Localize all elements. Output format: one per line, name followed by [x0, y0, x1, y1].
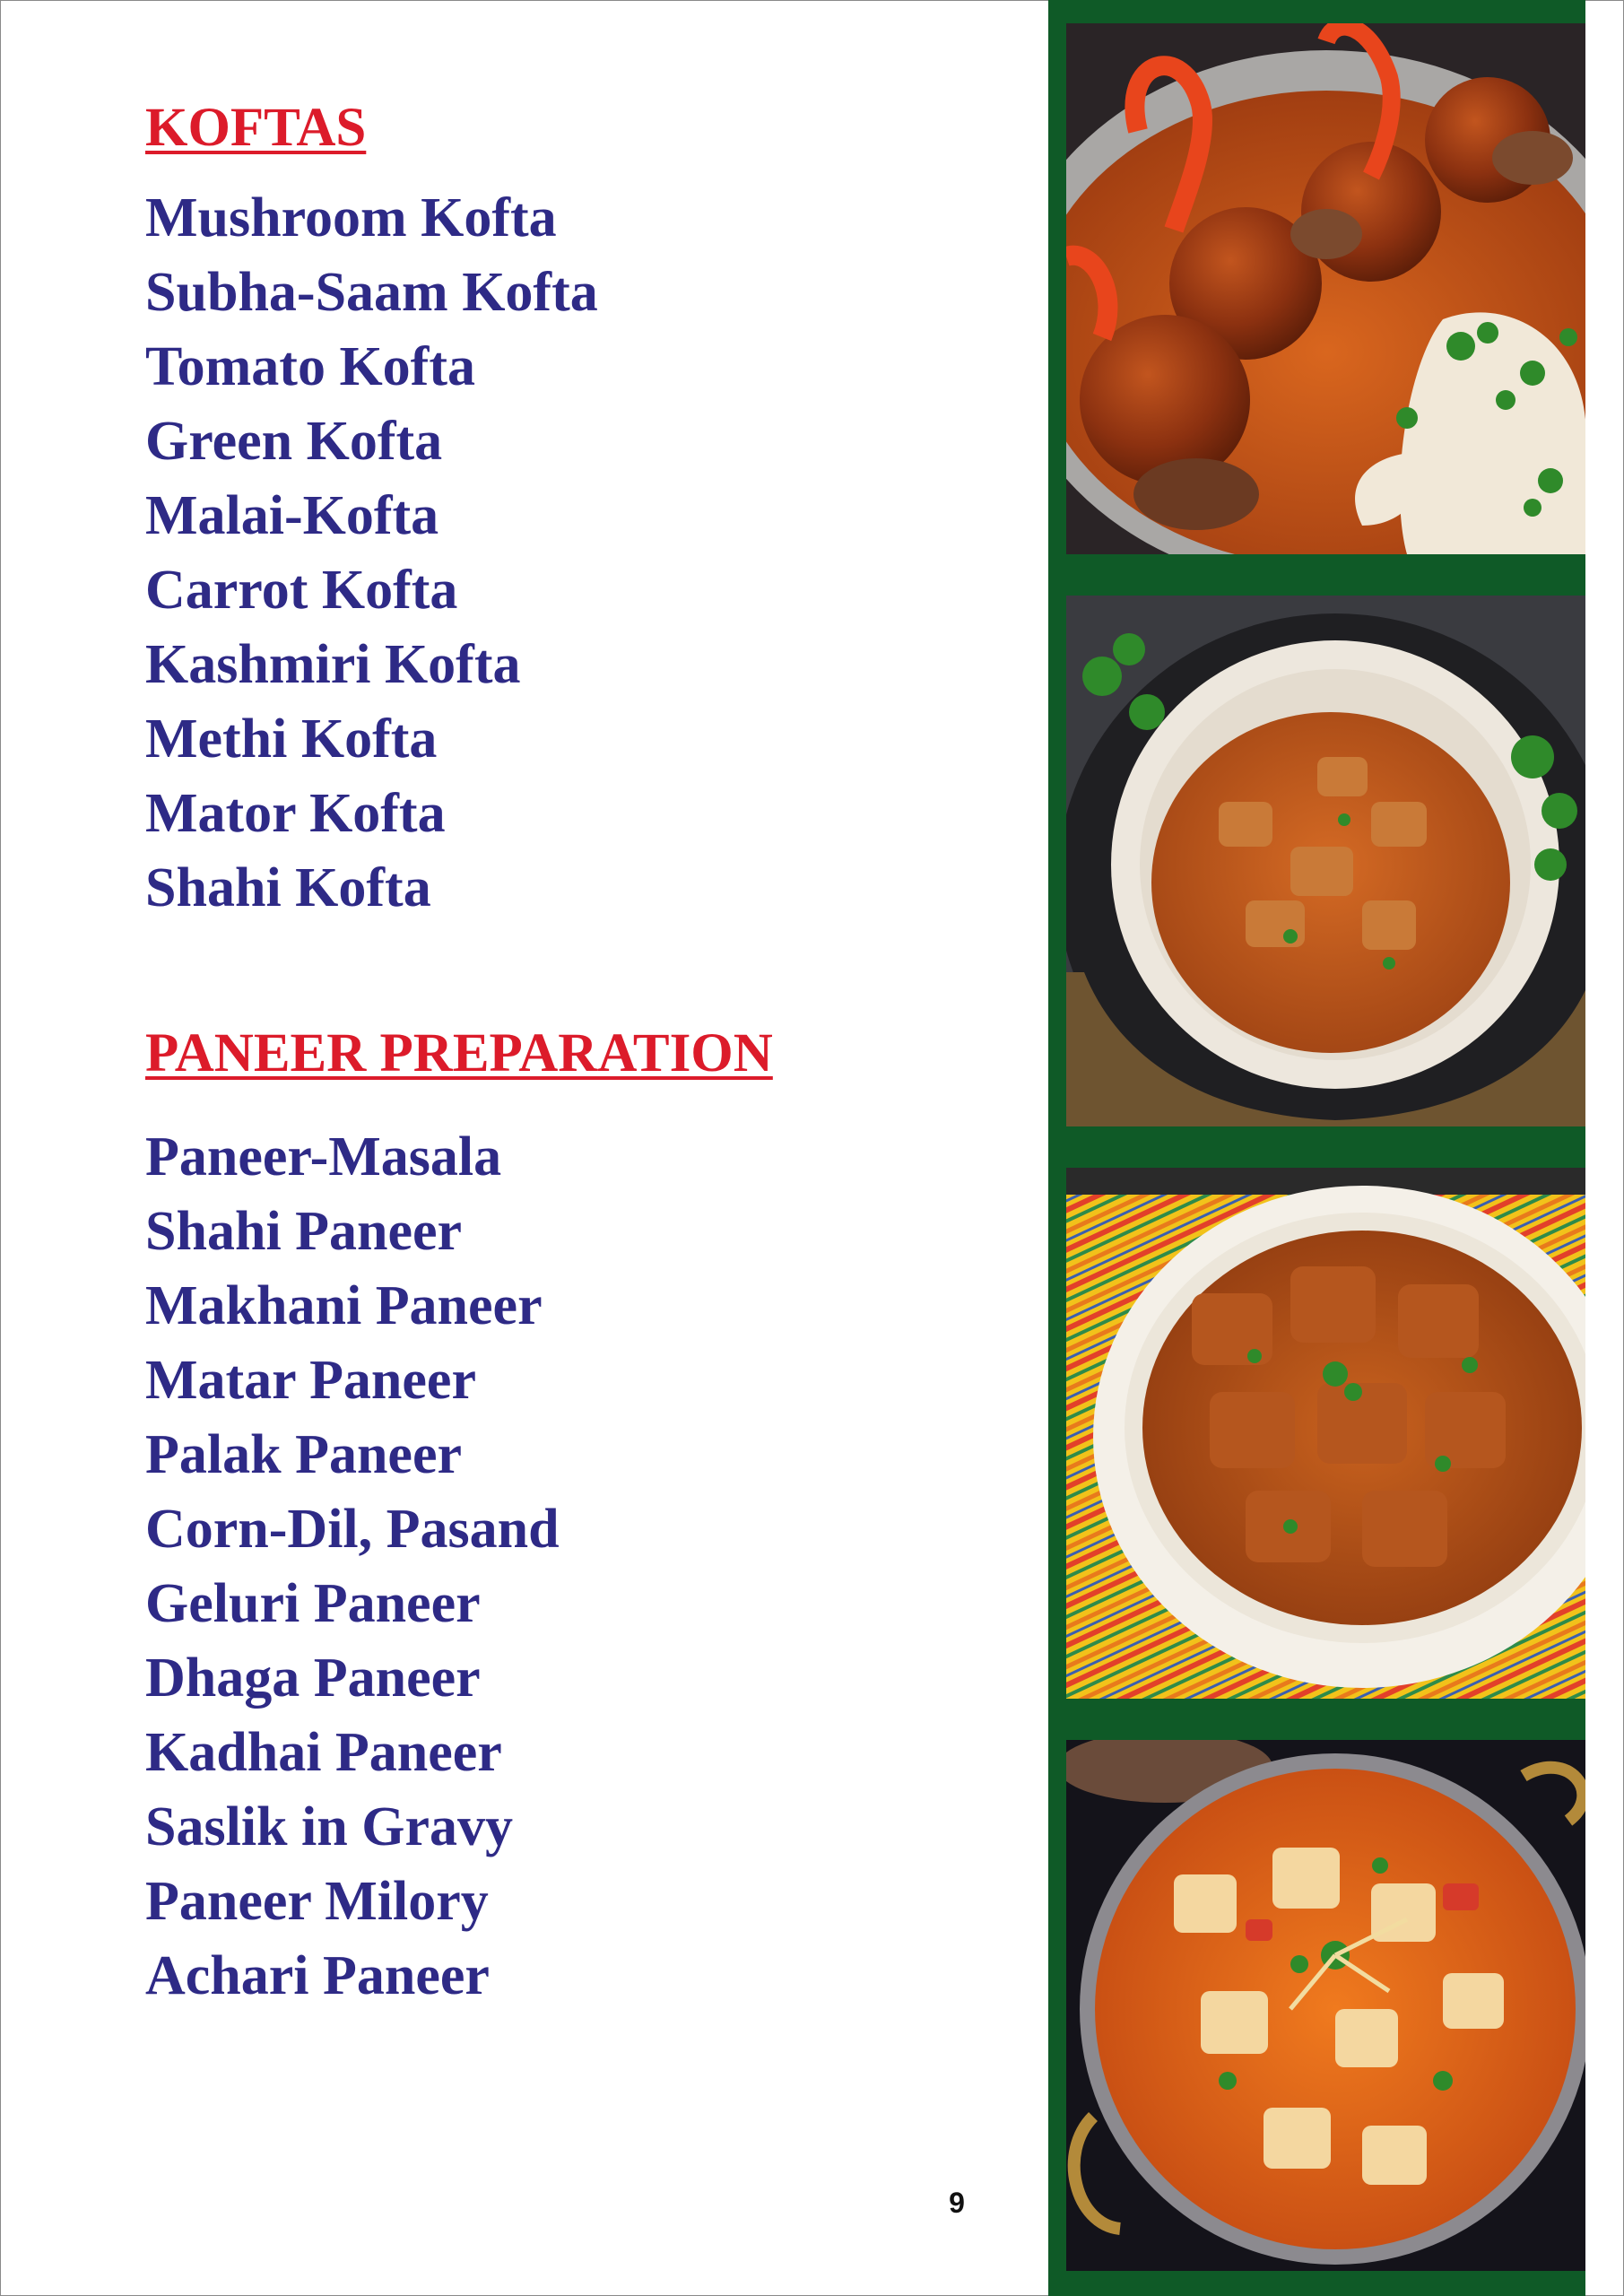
menu-item: Saslik in Gravy [145, 1796, 513, 1857]
menu-item: Mushroom Kofta [145, 187, 557, 248]
menu-item: Subha-Saam Kofta [145, 262, 598, 323]
menu-item: Corn-Dil, Pasand [145, 1499, 560, 1560]
menu-item: Carrot Kofta [145, 560, 458, 621]
photo-strip [1048, 0, 1585, 2296]
menu-item: Matar Paneer [145, 1350, 476, 1411]
menu-item: Shahi Kofta [145, 857, 431, 918]
menu-item: Makhani Paneer [145, 1275, 543, 1336]
koftas-list [145, 181, 598, 926]
koftas-heading: KOFTAS [145, 98, 367, 158]
menu-item: Paneer Milory [145, 1871, 489, 1932]
menu-item: Dhaga Paneer [145, 1648, 481, 1709]
paneer-preparation-heading: PANEER PREPARATION [145, 1023, 773, 1083]
kadhai-paneer-photo [1066, 1740, 1585, 2271]
menu-item: Tomato Kofta [145, 336, 475, 397]
menu-item: Mator Kofta [145, 783, 446, 844]
menu-item: Palak Paneer [145, 1424, 462, 1485]
menu-item: Achari Paneer [145, 1945, 490, 2006]
menu-item: Kadhai Paneer [145, 1722, 502, 1783]
paneer-masala-dish-photo [1066, 1168, 1585, 1699]
paneer-curry-bowl-photo [1066, 596, 1585, 1126]
malai-kofta-photo [1066, 23, 1585, 554]
menu-item: Shahi Paneer [145, 1201, 463, 1262]
menu-item: Geluri Paneer [145, 1573, 481, 1634]
page-number: 9 [949, 2187, 965, 2219]
menu-item: Green Kofta [145, 411, 443, 472]
menu-item: Methi Kofta [145, 709, 438, 770]
paneer-list [145, 1120, 560, 2013]
menu-item: Kashmiri Kofta [145, 634, 521, 695]
menu-item: Paneer-Masala [145, 1126, 502, 1187]
menu-item: Malai-Kofta [145, 485, 439, 546]
